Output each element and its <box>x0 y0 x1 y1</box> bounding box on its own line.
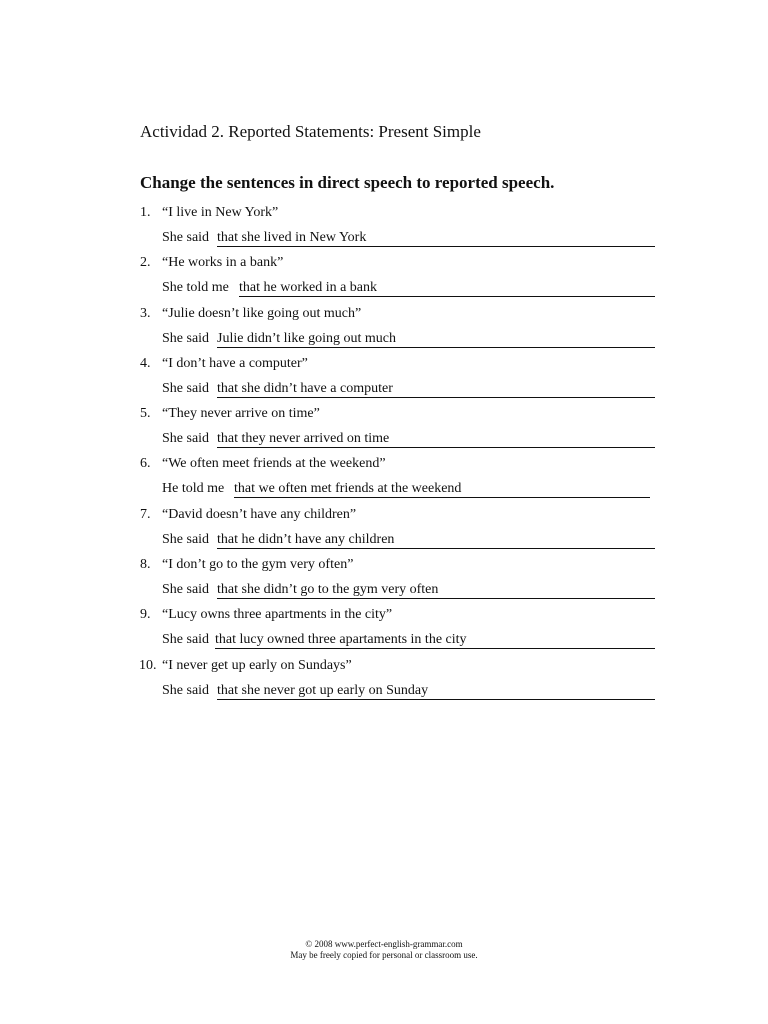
item-number: 1. <box>140 205 151 220</box>
direct-speech-quote: “He works in a bank” <box>162 255 284 271</box>
answer-line <box>162 431 655 448</box>
answer-prefix: She said <box>162 330 210 346</box>
answer-field[interactable]: that she never got up early on Sunday <box>217 683 655 700</box>
direct-speech-quote: “David doesn’t have any children” <box>162 506 357 522</box>
item-number: 6. <box>140 456 151 472</box>
direct-speech-quote: “I don’t have a computer” <box>162 355 308 371</box>
answer-prefix: She told me <box>162 280 229 296</box>
usage-note: May be freely copied for personal or classroom use. <box>290 950 478 960</box>
direct-speech-quote: “I never get up early on Sundays” <box>162 657 352 673</box>
direct-speech-quote: “We often meet friends at the weekend” <box>162 456 386 472</box>
exercise-item <box>140 255 660 305</box>
direct-speech-quote: “They never arrive on time” <box>162 406 320 422</box>
direct-speech-quote: “Julie doesn’t like going out much” <box>162 305 362 321</box>
answer-line <box>162 331 655 348</box>
item-number: 4. <box>140 355 151 371</box>
answer-line <box>162 280 655 297</box>
answer-line <box>162 381 655 398</box>
answer-line <box>162 230 655 247</box>
answer-prefix: She said <box>162 582 210 598</box>
answer-field[interactable]: that lucy owned three apartaments in the city <box>215 632 655 649</box>
direct-speech-quote: “I don’t go to the gym very often” <box>162 557 354 573</box>
answer-prefix: She said <box>162 531 210 547</box>
exercise-item <box>140 205 660 255</box>
answer-field[interactable]: that they never arrived on time <box>217 431 655 448</box>
direct-speech-quote: “Lucy owns three apartments in the city” <box>162 607 393 623</box>
worksheet-title: Actividad 2. Reported Statements: Present Simple <box>140 122 481 141</box>
item-number: 2. <box>140 255 151 271</box>
answer-line <box>162 582 655 599</box>
exercise-item <box>140 658 660 708</box>
answer-line <box>162 532 655 549</box>
item-number: 5. <box>140 406 151 422</box>
answer-field[interactable]: that she didn’t go to the gym very often <box>217 582 655 599</box>
exercise-item <box>140 306 660 356</box>
answer-field[interactable]: that she didn’t have a computer <box>217 381 655 398</box>
answer-line <box>162 632 655 649</box>
item-number: 10. <box>139 657 157 673</box>
copyright-footer <box>0 939 768 961</box>
direct-speech-quote: “I live in New York” <box>162 205 279 220</box>
answer-field[interactable]: that he didn’t have any children <box>217 532 655 549</box>
answer-line <box>162 481 650 498</box>
answer-field[interactable]: that we often met friends at the weekend <box>234 481 650 498</box>
answer-prefix: She said <box>162 682 210 698</box>
exercise-item <box>140 607 660 657</box>
exercise-list <box>140 205 660 708</box>
answer-prefix: She said <box>162 230 210 245</box>
answer-field[interactable]: that she lived in New York <box>217 230 655 247</box>
exercise-item <box>140 456 660 506</box>
exercise-item <box>140 507 660 557</box>
answer-field[interactable]: Julie didn’t like going out much <box>217 331 655 348</box>
answer-prefix: He told me <box>162 481 225 497</box>
answer-field[interactable]: that he worked in a bank <box>239 280 655 297</box>
answer-prefix: She said <box>162 431 210 447</box>
exercise-item <box>140 356 660 406</box>
item-number: 3. <box>140 305 151 321</box>
item-number: 8. <box>140 557 151 573</box>
exercise-item <box>140 557 660 607</box>
instructions-heading: Change the sentences in direct speech to reported speech. <box>140 173 555 192</box>
answer-prefix: She said <box>162 380 210 396</box>
item-number: 7. <box>140 506 151 522</box>
answer-line <box>162 683 655 700</box>
item-number: 9. <box>140 607 151 623</box>
copyright-line: © 2008 www.perfect-english-grammar.com <box>305 939 463 949</box>
exercise-item <box>140 406 660 456</box>
answer-prefix: She said <box>162 632 210 648</box>
